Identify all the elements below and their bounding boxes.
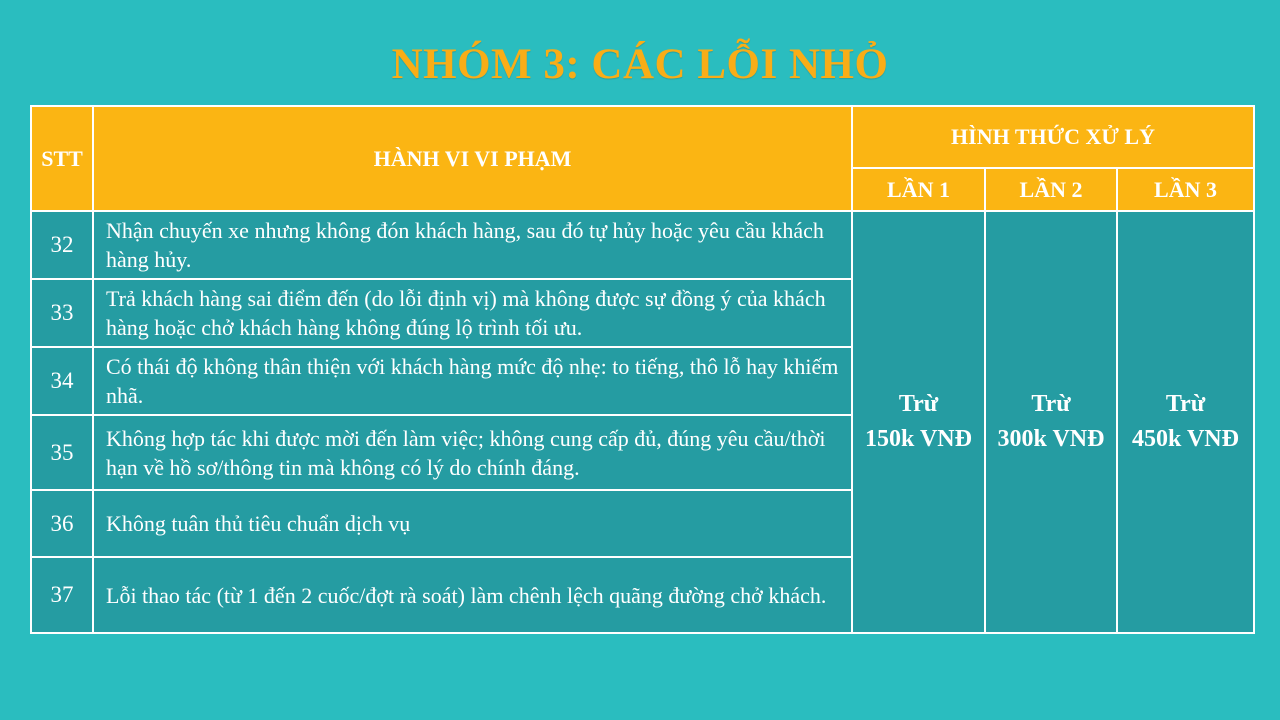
- violation-text: Lỗi thao tác (từ 1 đến 2 cuốc/đợt rà soát) làm chênh lệch quãng đường chở khách.: [93, 557, 852, 633]
- header-lan-2: LẦN 2: [985, 168, 1117, 211]
- penalty-amount: 450k VNĐ: [1132, 426, 1239, 453]
- penalty-lan-3: [1117, 211, 1254, 633]
- penalty-amount: 150k VNĐ: [865, 426, 972, 453]
- header-violation: HÀNH VI VI PHẠM: [93, 106, 852, 211]
- violation-text: Có thái độ không thân thiện với khách hàng mức độ nhẹ: to tiếng, thô lỗ hay khiếm nhã.: [93, 347, 852, 415]
- header-lan-1: LẦN 1: [852, 168, 985, 211]
- violations-table: [30, 105, 1255, 634]
- header-handling: HÌNH THỨC XỬ LÝ: [852, 106, 1254, 168]
- row-number: 34: [31, 347, 93, 415]
- penalty-word: Trừ: [1031, 391, 1071, 418]
- violation-text: Nhận chuyến xe nhưng không đón khách hàng, sau đó tự hủy hoặc yêu cầu khách hàng hủy.: [93, 211, 852, 279]
- row-number: 35: [31, 415, 93, 490]
- row-number: 33: [31, 279, 93, 347]
- penalty-amount: 300k VNĐ: [997, 426, 1105, 453]
- header-lan-3: LẦN 3: [1117, 168, 1254, 211]
- header-stt: STT: [31, 106, 93, 211]
- page-title: NHÓM 3: CÁC LỖI NHỎ: [391, 41, 889, 88]
- penalty-word: Trừ: [898, 391, 939, 418]
- violation-text: Không hợp tác khi được mời đến làm việc; không cung cấp đủ, đúng yêu cầu/thời hạn về hồ sơ/thông tin mà không có lý do chính đáng.: [93, 415, 852, 490]
- penalty-lan-2: [985, 211, 1117, 633]
- row-number: 32: [31, 211, 93, 279]
- table-header: [31, 106, 1254, 211]
- violation-text: Không tuân thủ tiêu chuẩn dịch vụ: [93, 490, 852, 557]
- row-number: 36: [31, 490, 93, 557]
- row-number: 37: [31, 557, 93, 633]
- violation-text: Trả khách hàng sai điểm đến (do lỗi định vị) mà không được sự đồng ý của khách hàng hoặc chở khách hàng không đúng lộ trình tối ưu.: [93, 279, 852, 347]
- penalty-word: Trừ: [1165, 391, 1206, 418]
- table-row: [31, 211, 1254, 279]
- penalty-lan-1: [852, 211, 985, 633]
